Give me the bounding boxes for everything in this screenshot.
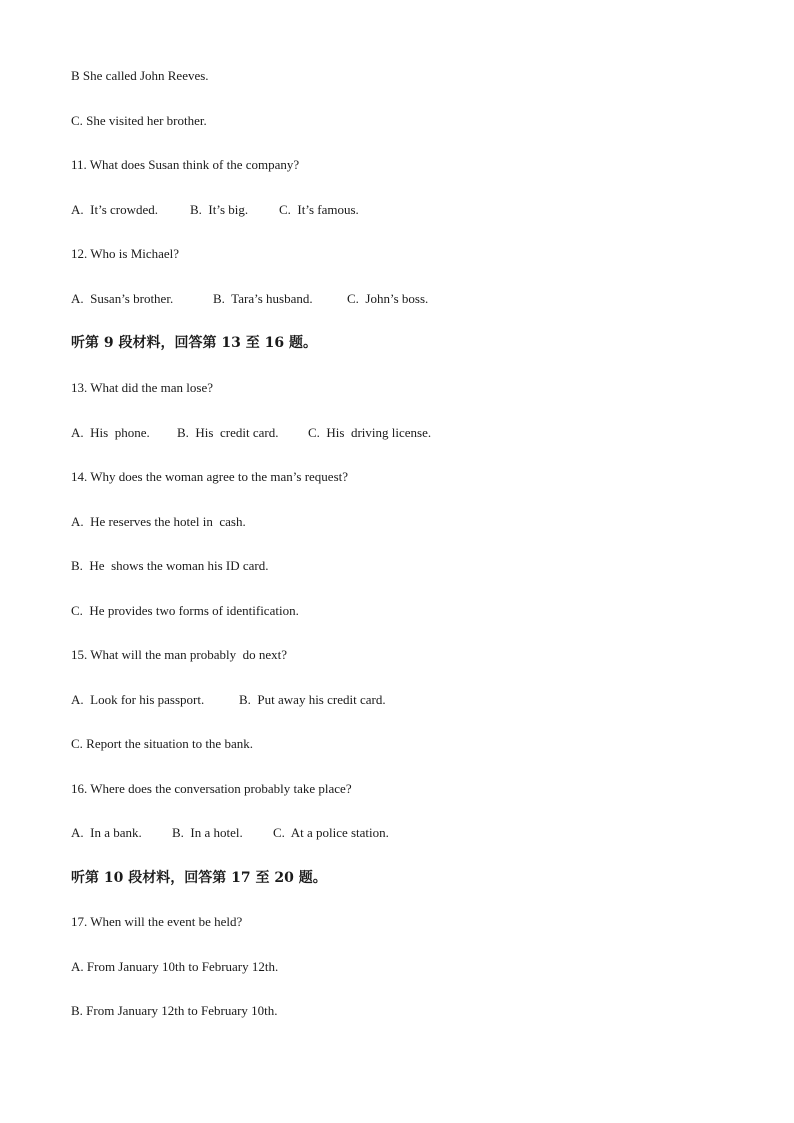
q16-option-a: A. In a bank. (71, 825, 142, 840)
q10-option-c: C. She visited her brother. (71, 113, 207, 128)
q12-option-c: C. John’s boss. (347, 291, 429, 306)
q16-option-b: B. In a hotel. (172, 825, 243, 840)
q12-option-b: B. Tara’s husband. (213, 291, 313, 306)
q11-option-b: B. It’s big. (190, 202, 249, 217)
q13-option-c: C. His driving license. (308, 425, 432, 440)
q14-option-b: B. He shows the woman his ID card. (71, 558, 269, 573)
q11-options (71, 202, 359, 218)
q14-question: 14. Why does the woman agree to the man’s request? (71, 469, 349, 484)
q15-question: 15. What will the man probably do next? (71, 647, 288, 662)
q13-option-b: B. His credit card. (177, 425, 279, 440)
q13-question: 13. What did the man lose? (71, 380, 214, 395)
q15-option-b: B. Put away his credit card. (239, 692, 386, 707)
q15-option-c: C. Report the situation to the bank. (71, 736, 253, 751)
q13-option-a: A. His phone. (71, 425, 150, 440)
q10-option-b: B She called John Reeves. (71, 68, 209, 83)
q11-question: 11. What does Susan think of the company? (71, 157, 300, 172)
q15-options (71, 692, 386, 708)
section-9-heading: 听第 9 段材料，回答第 13 至 16 题。 (71, 335, 317, 351)
q14-option-c: C. He provides two forms of identification. (71, 603, 299, 618)
q16-option-c: C. At a police station. (273, 825, 389, 840)
q13-options (71, 425, 431, 441)
q11-option-a: A. It’s crowded. (71, 202, 159, 217)
q12-option-a: A. Susan’s brother. (71, 291, 174, 306)
q15-option-a: A. Look for his passport. (71, 692, 205, 707)
q17-option-b: B. From January 12th to February 10th. (71, 1003, 278, 1018)
q11-option-c: C. It’s famous. (279, 202, 359, 217)
q16-question: 16. Where does the conversation probably take place? (71, 781, 352, 796)
q17-option-a: A. From January 10th to February 12th. (71, 959, 279, 974)
q16-options (71, 825, 389, 841)
q12-options (71, 291, 428, 307)
q12-question: 12. Who is Michael? (71, 246, 180, 261)
section-10-heading: 听第 10 段材料，回答第 17 至 20 题。 (71, 870, 327, 886)
q14-option-a: A. He reserves the hotel in cash. (71, 514, 246, 529)
q17-question: 17. When will the event be held? (71, 914, 243, 929)
